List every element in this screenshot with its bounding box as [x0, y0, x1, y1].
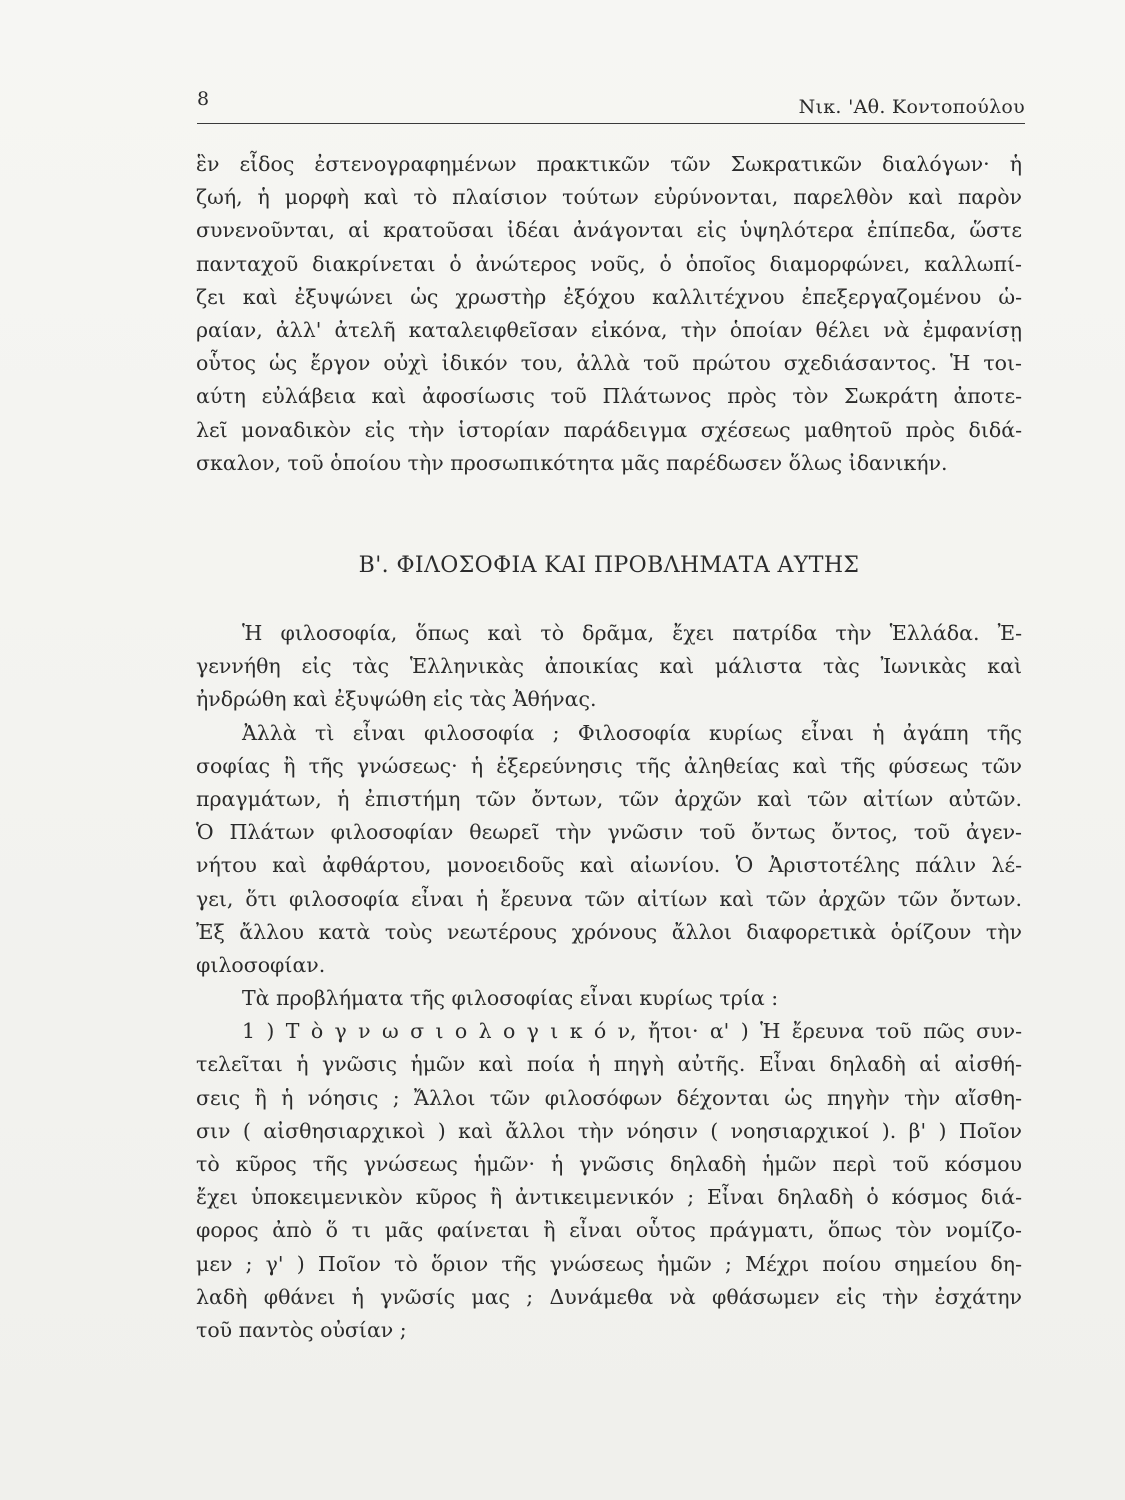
paragraph-epistemology: [196, 1015, 1022, 1347]
text-line: Ἐξ ἄλλου κατὰ τοὺς νεωτέρους χρόνους ἄλλοι διαφορετικὰ ὁρίζουν τὴν: [196, 919, 1022, 944]
text-line: ζωή, ἡ μορφὴ καὶ τὸ πλαίσιον τούτων εὐρύνονται, παρελθὸν καὶ παρὸν: [196, 185, 1022, 210]
text-line: ἔχει ὑποκειμενικὸν κῦρος ἢ ἀντικειμενικόν ; Εἶναι δηλαδὴ ὁ κόσμος διά-: [196, 1185, 1022, 1210]
text-line: γει, ὅτι φιλοσοφία εἶναι ἡ ἔρευνα τῶν αἰτίων καὶ τῶν ἀρχῶν τῶν ὄντων.: [196, 886, 1022, 911]
paragraph-continuation: [196, 148, 1022, 480]
text-line: 1 ) Τ ὸ γ ν ω σ ι ο λ ο γ ι κ ό ν, ἤτοι· α' ) Ἡ ἔρευνα τοῦ πῶς συν-: [242, 1019, 1022, 1044]
text-line: αύτη εὐλάβεια καὶ ἀφοσίωσις τοῦ Πλάτωνος πρὸς τὸν Σωκράτη ἀποτε-: [196, 384, 1022, 409]
running-head: Νικ. 'Αθ. Κοντοπούλου: [798, 96, 1025, 118]
paragraph-problems-intro: [196, 982, 1022, 1015]
text-line: σοφίας ἢ τῆς γνώσεως· ἡ ἐξερεύνησις τῆς ἀληθείας καὶ τῆς φύσεως τῶν: [196, 753, 1022, 778]
text-line: ζει καὶ ἐξυψώνει ὡς χρωστὴρ ἐξόχου καλλιτέχνου ἐπεξεργαζομένου ὡ-: [196, 284, 1022, 309]
text-line: φιλοσοφίαν.: [196, 952, 326, 977]
text-line: συνενοῦνται, αἱ κρατοῦσαι ἰδέαι ἀνάγονται εἰς ὑψηλότερα ἐπίπεδα, ὥστε: [196, 218, 1022, 243]
text-line: σιν ( αἰσθησιαρχικοὶ ) καὶ ἄλλοι τὴν νόησιν ( νοησιαρχικοί ). β' ) Ποῖον: [196, 1118, 1022, 1143]
text-line: γεννήθη εἰς τὰς Ἑλληνικὰς ἀποικίας καὶ μάλιστα τὰς Ἰωνικὰς καὶ: [196, 654, 1022, 679]
text-line: τὸ κῦρος τῆς γνώσεως ἡμῶν· ἡ γνῶσις δηλαδὴ ἡμῶν περὶ τοῦ κόσμου: [196, 1152, 1022, 1176]
text-line: οὗτος ὡς ἔργον οὐχὶ ἰδικόν του, ἀλλὰ τοῦ πρώτου σχεδιάσαντος. Ἡ τοι-: [196, 351, 1022, 376]
text-line: ραίαν, ἀλλ' ἀτελῆ καταλειφθεῖσαν εἰκόνα, τὴν ὁποίαν θέλει νὰ ἐμφανίσῃ: [196, 317, 1022, 342]
text-line: νήτου καὶ ἀφθάρτου, μονοειδοῦς καὶ αἰωνίου. Ὁ Ἀριστοτέλης πάλιν λέ-: [196, 853, 1022, 878]
text-line: λεῖ μοναδικὸν εἰς τὴν ἱστορίαν παράδειγμα σχέσεως μαθητοῦ πρὸς διδά-: [196, 417, 1022, 442]
text-line: Τὰ προβλήματα τῆς φιλοσοφίας εἶναι κυρίως τρία :: [242, 986, 779, 1011]
text-line: Ἀλλὰ τὶ εἶναι φιλοσοφία ; Φιλοσοφία κυρίως εἶναι ἡ ἀγάπη τῆς: [242, 720, 1022, 745]
text-line: φορος ἀπὸ ὅ τι μᾶς φαίνεται ἢ εἶναι οὗτος πράγματι, ὅπως τὸν νομίζο-: [196, 1218, 1022, 1243]
text-line: Ἡ φιλοσοφία, ὅπως καὶ τὸ δρᾶμα, ἔχει πατρίδα τὴν Ἑλλάδα. Ἐ-: [242, 621, 1022, 645]
section-heading: Β'. ΦΙΛΟΣΟΦΙΑ ΚΑΙ ΠΡΟΒΛΗΜΑΤΑ ΑΥΤΗΣ: [358, 553, 860, 578]
text-line: σεις ἢ ἡ νόησις ; Ἄλλοι τῶν φιλοσόφων δέχονται ὡς πηγὴν τὴν αἴσθη-: [196, 1085, 1022, 1110]
text-line: μεν ; γ' ) Ποῖον τὸ ὅριον τῆς γνώσεως ἡμῶν ; Μέχρι ποίου σημείου δη-: [196, 1251, 1022, 1276]
text-line: ἓν εἶδος ἐστενογραφημένων πρακτικῶν τῶν Σωκρατικῶν διαλόγων· ἡ: [196, 152, 1022, 176]
header-rule: [197, 123, 1025, 124]
text-line: τελεῖται ἡ γνῶσις ἡμῶν καὶ ποία ἡ πηγὴ αὐτῆς. Εἶναι δηλαδὴ αἱ αἰσθή-: [196, 1052, 1022, 1077]
section-body: [196, 617, 1022, 1347]
text-line: λαδὴ φθάνει ἡ γνῶσίς μας ; Δυνάμεθα νὰ φθάσωμεν εἰς τὴν ἐσχάτην: [196, 1284, 1022, 1309]
text-line: σκαλον, τοῦ ὁποίου τὴν προσωπικότητα μᾶς παρέδωσεν ὅλως ἰδανικήν.: [196, 450, 948, 475]
text-line: ἠνδρώθη καὶ ἐξυψώθη εἰς τὰς Ἀθήνας.: [196, 687, 597, 712]
text-line: Ὁ Πλάτων φιλοσοφίαν θεωρεῖ τὴν γνῶσιν τοῦ ὄντως ὄντος, τοῦ ἀγεν-: [196, 820, 1022, 845]
page-header: [197, 88, 1025, 124]
text-line: πανταχοῦ διακρίνεται ὁ ἀνώτερος νοῦς, ὁ ὁποῖος διαμορφώνει, καλλωπί-: [196, 251, 1022, 276]
page-number: 8: [197, 88, 210, 110]
paragraph-philosophy-origin: [196, 617, 1022, 717]
paragraph-philosophy-definition: [196, 717, 1022, 983]
text-line: πραγμάτων, ἡ ἐπιστήμη τῶν ὄντων, τῶν ἀρχῶν καὶ τῶν αἰτίων αὐτῶν.: [196, 786, 1022, 811]
text-line: τοῦ παντὸς οὐσίαν ;: [196, 1317, 407, 1342]
